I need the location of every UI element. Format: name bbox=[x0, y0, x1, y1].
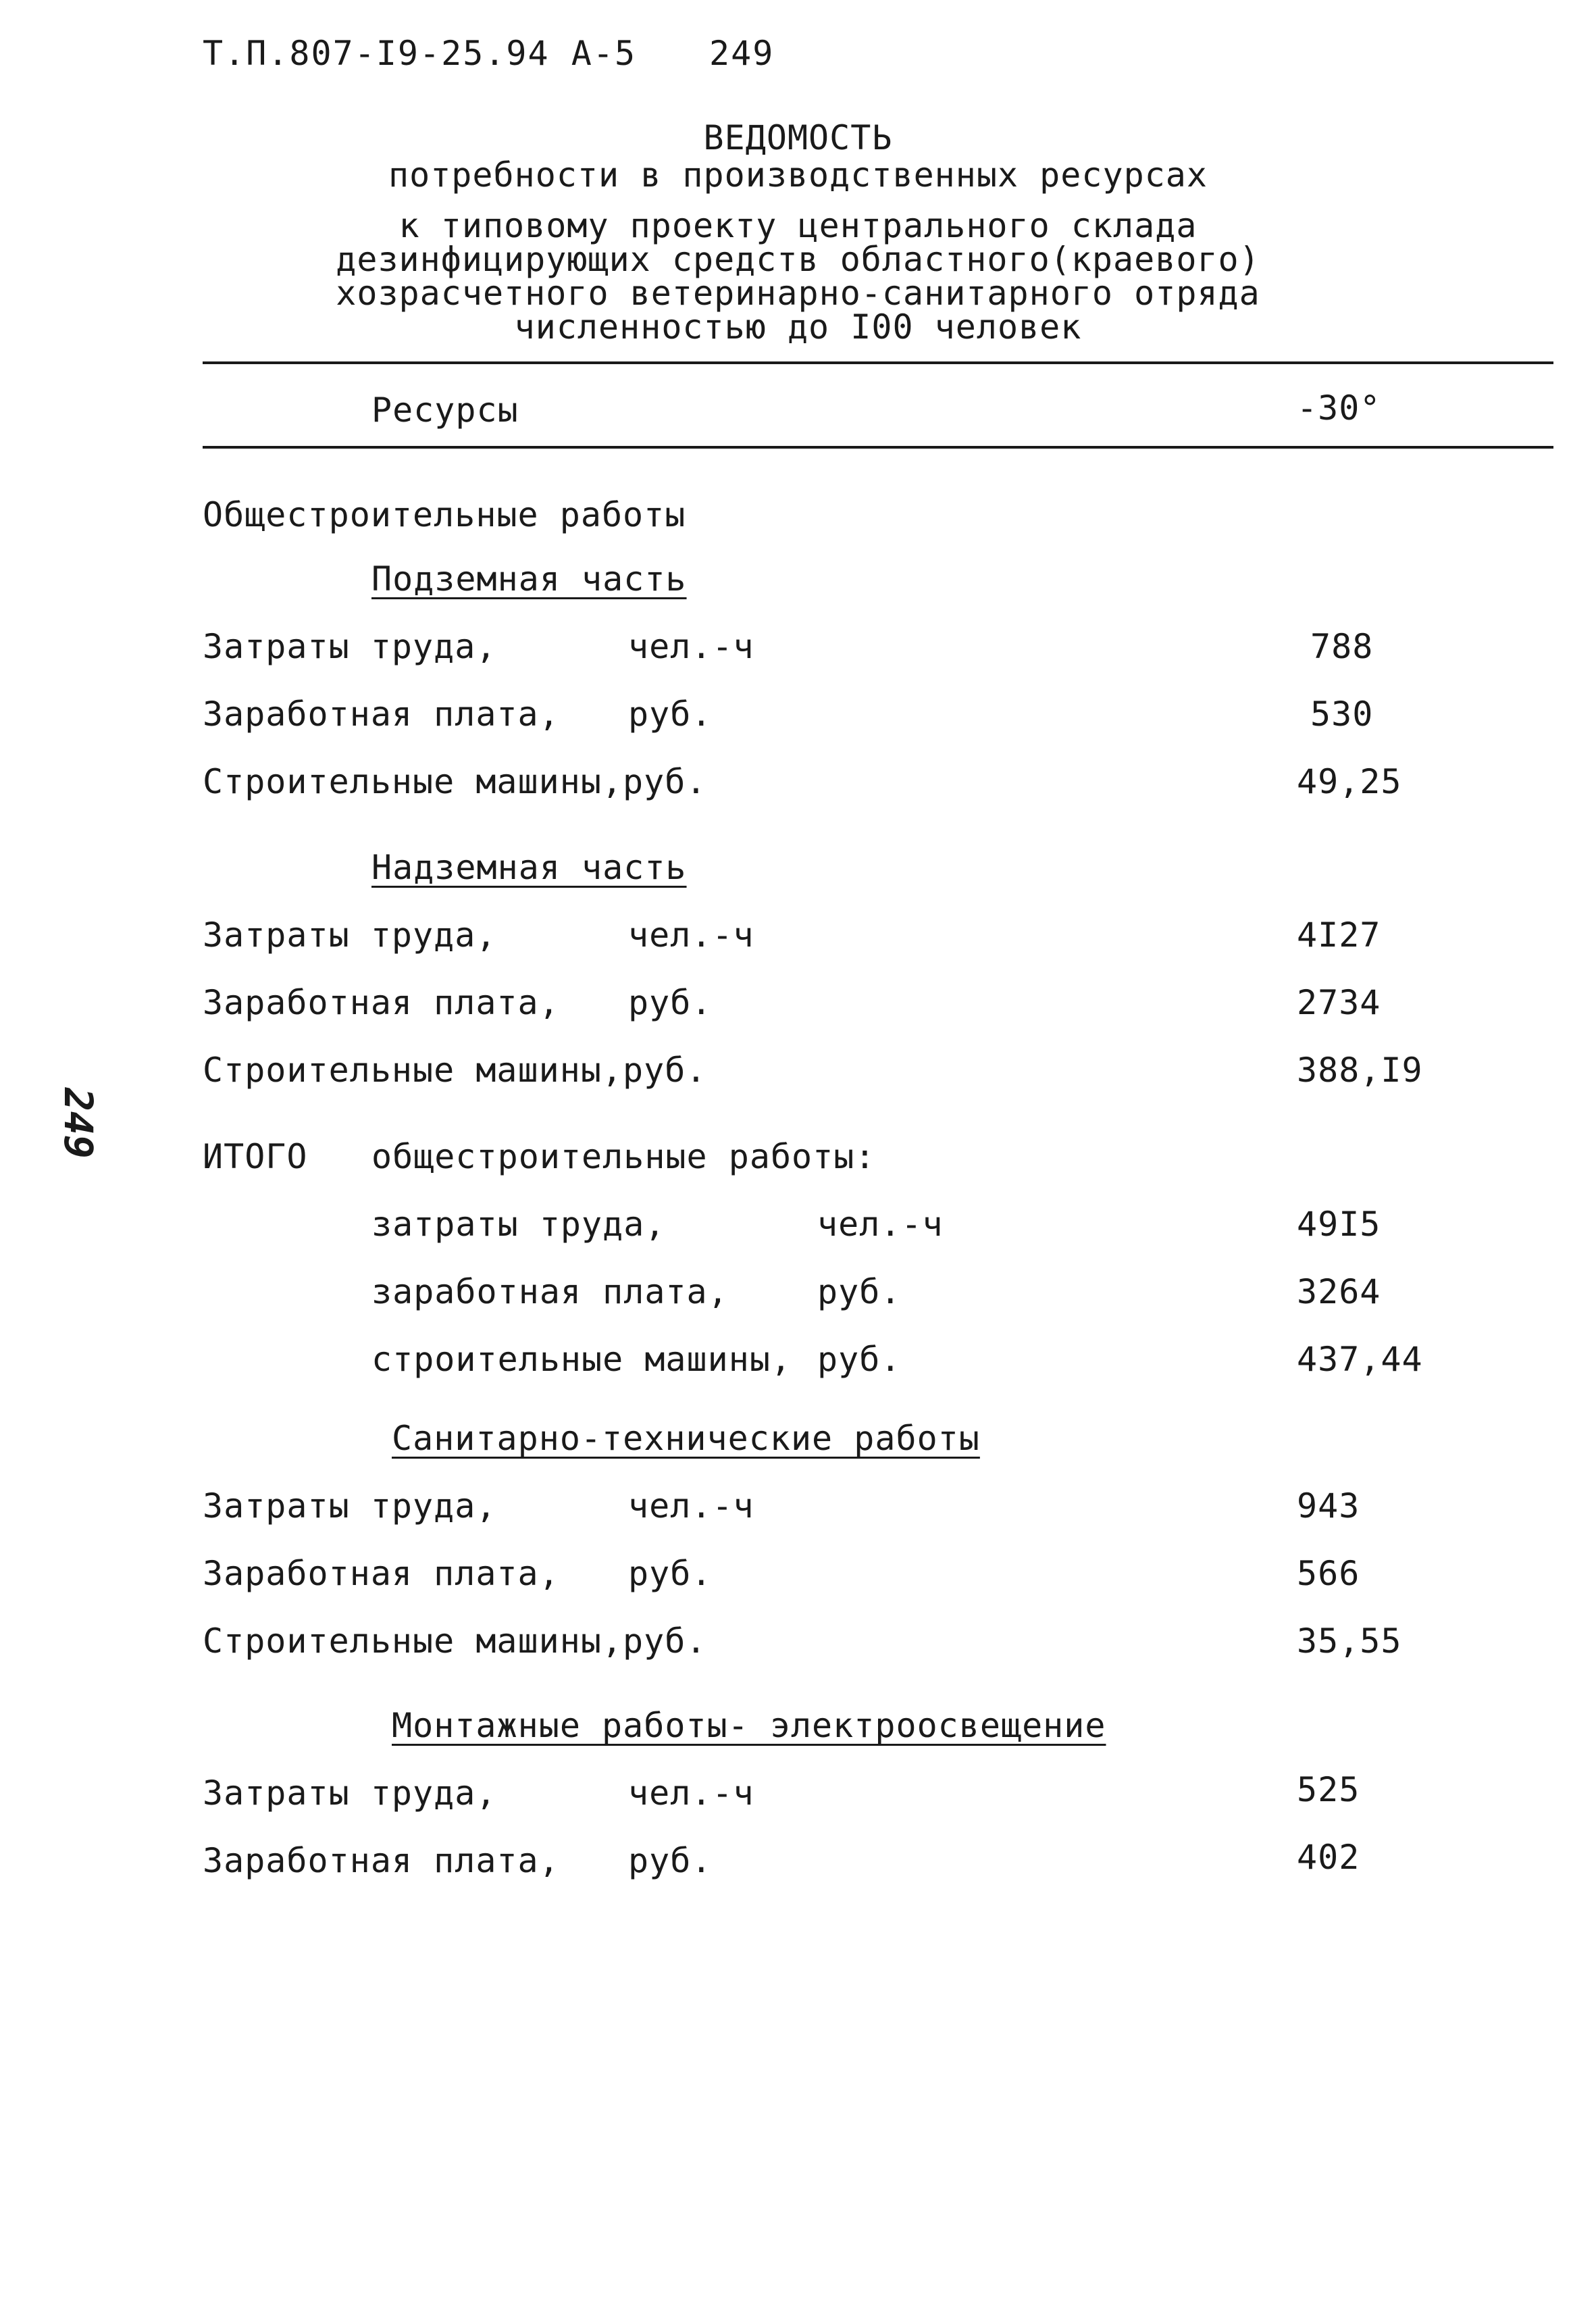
document-heading: ВЕДОМОСТЬ bbox=[703, 118, 893, 157]
column-header-value: -30° bbox=[1297, 388, 1381, 428]
title-line-2: к типовому проекту центрального склада bbox=[398, 206, 1198, 245]
subsection-title-aboveground: Надземная часть bbox=[371, 848, 687, 887]
row-value: 788 bbox=[1310, 627, 1374, 666]
page-number: 249 bbox=[709, 34, 775, 73]
row-label: Затраты труда, bbox=[203, 627, 497, 666]
row-label: Заработная плата, bbox=[203, 1841, 560, 1880]
column-header-resources: Ресурсы bbox=[371, 391, 519, 430]
document-code: Т.П.807-I9-25.94 А-5 bbox=[203, 34, 637, 73]
subsection-title-underground: Подземная часть bbox=[371, 559, 687, 599]
row-value: 2734 bbox=[1297, 983, 1381, 1022]
row-label: Заработная плата, bbox=[203, 1554, 560, 1593]
row-label: Строительные машины,руб. bbox=[203, 1621, 707, 1661]
row-label: заработная плата, bbox=[371, 1272, 729, 1311]
row-label: Затраты труда, bbox=[203, 1774, 497, 1813]
row-value: 4I27 bbox=[1297, 915, 1381, 955]
row-value: 49I5 bbox=[1297, 1205, 1381, 1244]
row-unit: руб. bbox=[628, 695, 713, 734]
row-unit: руб. bbox=[628, 983, 713, 1022]
section-title-sanitary: Санитарно-технические работы bbox=[392, 1419, 980, 1458]
row-label: Заработная плата, bbox=[203, 695, 560, 734]
row-unit: чел.-ч bbox=[628, 915, 754, 955]
row-value: 437,44 bbox=[1297, 1340, 1423, 1379]
row-value: 530 bbox=[1310, 695, 1374, 734]
row-unit: чел.-ч bbox=[628, 1774, 754, 1813]
row-unit: руб. bbox=[817, 1340, 902, 1379]
section-title-electric: Монтажные работы- электроосвещение bbox=[392, 1706, 1106, 1745]
row-value: 402 bbox=[1297, 1838, 1360, 1877]
row-label: Строительные машины,руб. bbox=[203, 762, 707, 801]
row-value: 525 bbox=[1297, 1770, 1360, 1809]
section-title-general: Общестроительные работы bbox=[203, 495, 686, 534]
row-value: 49,25 bbox=[1297, 762, 1402, 801]
row-label: Затраты труда, bbox=[203, 1486, 497, 1526]
title-line-3: дезинфицирующих средств областного(краевого) bbox=[336, 240, 1260, 279]
title-line-4: хозрасчетного ветеринарно-санитарного отряда bbox=[336, 274, 1260, 313]
row-value: 3264 bbox=[1297, 1272, 1381, 1311]
row-label: Заработная плата, bbox=[203, 983, 560, 1022]
row-unit: чел.-ч bbox=[628, 1486, 754, 1526]
row-unit: руб. bbox=[628, 1841, 713, 1880]
row-unit: руб. bbox=[628, 1554, 713, 1593]
row-label: Затраты труда, bbox=[203, 915, 497, 955]
title-line-1: потребности в производственных ресурсах bbox=[388, 155, 1208, 195]
title-line-5: численностью до I00 человек bbox=[514, 307, 1082, 347]
total-title: общестроительные работы: bbox=[371, 1137, 876, 1176]
row-value: 388,I9 bbox=[1297, 1051, 1423, 1090]
row-label: строительные машины, bbox=[371, 1340, 792, 1379]
row-value: 943 bbox=[1297, 1486, 1360, 1526]
row-label: Строительные машины,руб. bbox=[203, 1051, 707, 1090]
row-unit: руб. bbox=[817, 1272, 902, 1311]
header-top-rule bbox=[203, 361, 1553, 364]
total-label: ИТОГО bbox=[203, 1137, 308, 1176]
header-bottom-rule bbox=[203, 446, 1553, 449]
row-label: затраты труда, bbox=[371, 1205, 666, 1244]
row-unit: чел.-ч bbox=[817, 1205, 944, 1244]
row-value: 566 bbox=[1297, 1554, 1360, 1593]
margin-page-stamp: 249 bbox=[55, 1088, 101, 1159]
row-value: 35,55 bbox=[1297, 1621, 1402, 1661]
row-unit: чел.-ч bbox=[628, 627, 754, 666]
